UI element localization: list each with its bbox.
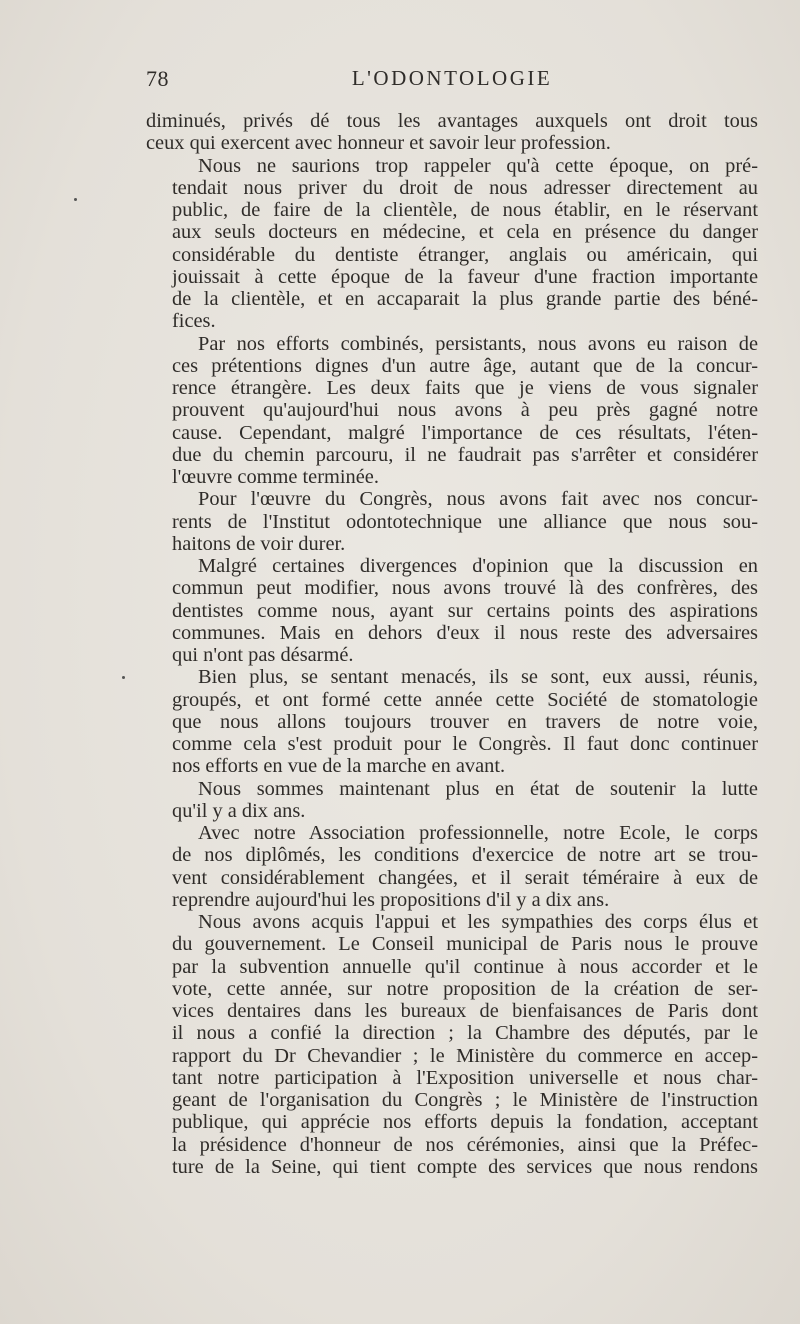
text-line: ceux qui exercent avec honneur et savoir leur profession. (146, 132, 611, 155)
text-line: considérable du dentiste étranger, anglais ou américain, qui (172, 243, 758, 266)
text-line: il nous a confié la direction ; la Chambre des députés, par le (172, 1022, 758, 1045)
text-line: groupés, et ont formé cette année cette Société de stomatologie (172, 688, 758, 711)
paragraph (146, 155, 758, 333)
text-line: ces prétentions dignes d'un autre âge, autant que de la concur- (172, 354, 758, 377)
text-line: tendait nous priver du droit de nous adresser directement au (172, 176, 758, 199)
text-line: qui n'ont pas désarmé. (172, 644, 354, 666)
text-line: due du chemin parcouru, il ne faudrait pas s'arrêter et considérer (172, 443, 758, 466)
text-line: vent considérablement changées, et il serait téméraire à eux de (172, 866, 758, 889)
text-line: la présidence d'honneur de nos cérémonies, ainsi que la Préfec- (172, 1133, 758, 1156)
paragraph (146, 911, 758, 1178)
text-line: reprendre aujourd'hui les propositions d'il y a dix ans. (172, 888, 610, 911)
text-line: aux seuls docteurs en médecine, et cela en présence du danger (172, 221, 758, 244)
paragraph (146, 822, 758, 911)
text-line: de nos diplômés, les conditions d'exercice de notre art se trou- (172, 844, 758, 867)
text-line: du gouvernement. Le Conseil municipal de Paris nous le prouve (172, 933, 758, 956)
text-line: fices. (172, 310, 216, 333)
text-line: diminués, privés dé tous les avantages auxquels ont droit tous (146, 110, 758, 132)
running-title: L'ODONTOLOGIE (351, 66, 553, 90)
text-line: qu'il y a dix ans. (172, 799, 306, 822)
paragraph (146, 555, 758, 666)
text-line: dentistes comme nous, ayant sur certains points des aspirations (172, 599, 758, 622)
text-line: par la subvention annuelle qu'il continue à nous accorder et le (172, 955, 758, 978)
text-line: comme cela s'est produit pour le Congrès. Il faut donc continuer (172, 733, 758, 755)
text-line: Nous sommes maintenant plus en état de soutenir la lutte (198, 777, 758, 800)
paragraph (146, 666, 758, 777)
text-line: Par nos efforts combinés, persistants, nous avons eu raison de (198, 332, 758, 355)
text-line: nos efforts en vue de la marche en avant. (172, 755, 506, 778)
text-line: de la clientèle, et en accaparait la plus grande partie des béné- (172, 288, 758, 310)
text-line: jouissait à cette époque de la faveur d'une fraction importante (172, 265, 758, 288)
text-line: Pour l'œuvre du Congrès, nous avons fait avec nos concur- (198, 488, 758, 511)
text-line: Nous avons acquis l'appui et les sympathies des corps élus et (198, 911, 758, 933)
text-line: rapport du Dr Chevandier ; le Ministère du commerce en accep- (172, 1044, 758, 1067)
text-line: Nous ne saurions trop rappeler qu'à cette époque, on pré- (198, 154, 758, 177)
text-line: rents de l'Institut odontotechnique une alliance que nous sou- (172, 510, 758, 533)
text-line: haitons de voir durer. (172, 532, 346, 555)
text-line: ture de la Seine, qui tient compte des services que nous rendons (172, 1155, 758, 1178)
body-text (146, 110, 758, 1178)
ink-speck (122, 676, 125, 679)
text-line: Avec notre Association professionnelle, notre Ecole, le corps (198, 822, 758, 844)
text-line: l'œuvre comme terminée. (172, 466, 379, 488)
text-line: public, de faire de la clientèle, de nous établir, en le réservant (172, 199, 758, 221)
paragraph (146, 488, 758, 555)
text-line: Bien plus, se sentant menacés, ils se sont, eux aussi, réunis, (198, 666, 758, 689)
text-line: geant de l'organisation du Congrès ; le Ministère de l'instruction (172, 1089, 758, 1111)
text-line: prouvent qu'aujourd'hui nous avons à peu près gagné notre (172, 399, 758, 422)
paragraph (146, 333, 758, 489)
text-line: publique, qui apprécie nos efforts depuis la fondation, acceptant (172, 1111, 758, 1134)
text-line: communes. Mais en dehors d'eux il nous reste des adversaires (172, 621, 758, 644)
text-line: cause. Cependant, malgré l'importance de ces résultats, l'éten- (172, 421, 758, 444)
paragraph (146, 110, 758, 155)
text-line: que nous allons toujours trouver en travers de notre voie, (172, 710, 758, 733)
text-line: vices dentaires dans les bureaux de bienfaisances de Paris dont (172, 1000, 758, 1022)
page-header (146, 66, 758, 102)
text-line: rence étrangère. Les deux faits que je viens de vous signaler (172, 377, 758, 399)
page-number: 78 (146, 66, 169, 91)
ink-speck (74, 198, 77, 201)
paragraph (146, 778, 758, 823)
text-line: Malgré certaines divergences d'opinion que la discussion en (198, 555, 758, 577)
text-line: vote, cette année, sur notre proposition de la création de ser- (172, 977, 758, 1000)
text-line: tant notre participation à l'Exposition universelle et nous char- (172, 1066, 758, 1089)
text-line: commun peut modifier, nous avons trouvé là des confrères, des (172, 577, 758, 600)
